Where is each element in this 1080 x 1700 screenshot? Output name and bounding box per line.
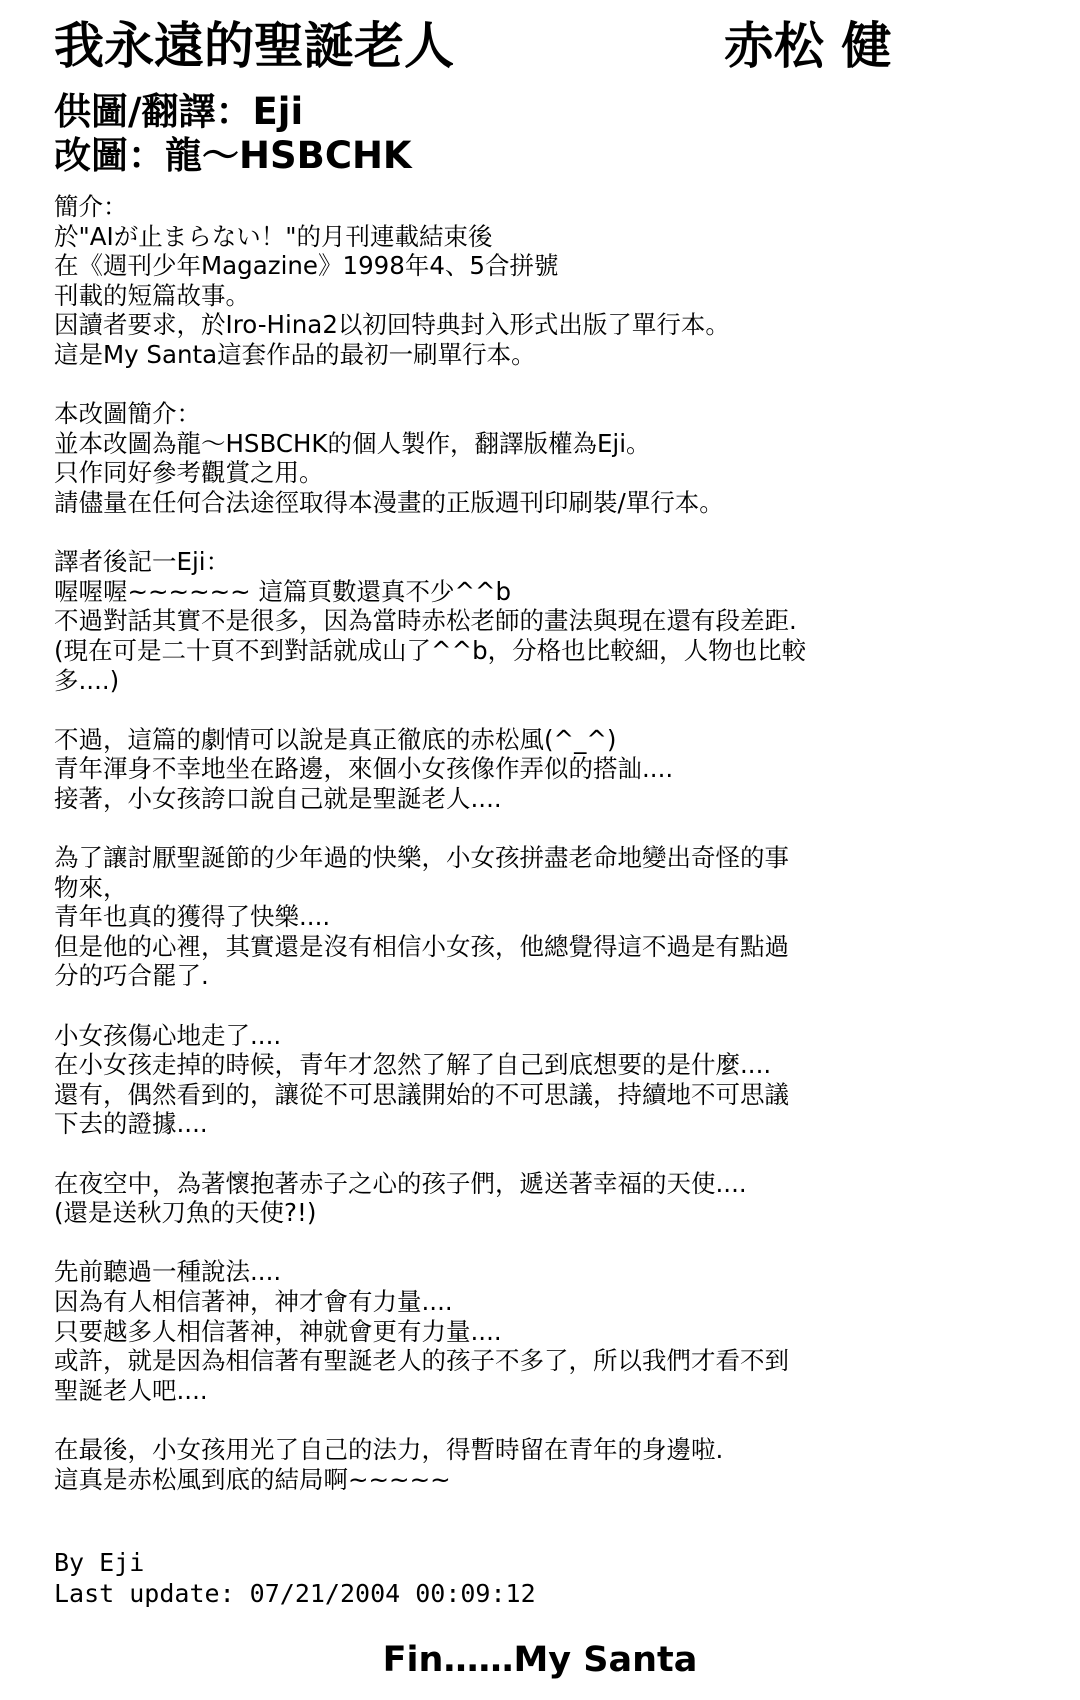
page-title: 我永遠的聖誕老人 bbox=[54, 17, 454, 75]
paragraph bbox=[54, 1021, 1014, 1139]
paragraph bbox=[54, 192, 1014, 370]
paragraph bbox=[54, 399, 1014, 517]
text-line: 於"AIが止まらない！"的月刊連載結束後 bbox=[54, 221, 493, 251]
text-line: 因為有人相信著神，神才會有力量.... bbox=[54, 1286, 453, 1316]
text-line: 本改圖簡介： bbox=[54, 399, 201, 429]
text-line: 這真是赤松風到底的結局啊~~~~~ bbox=[54, 1464, 451, 1494]
text-line: 只作同好參考觀賞之用。 bbox=[54, 458, 324, 488]
last-update: Last update: 07/21/2004 00:09:12 bbox=[54, 1579, 536, 1608]
text-line: 接著，小女孩誇口說自己就是聖誕老人.... bbox=[54, 783, 502, 813]
text-line: 在《週刊少年Magazine》1998年4、5合拼號 bbox=[54, 251, 559, 281]
paragraph bbox=[54, 547, 1014, 695]
text-line: 簡介： bbox=[54, 192, 128, 221]
text-line: 青年也真的獲得了快樂.... bbox=[54, 902, 331, 932]
footer bbox=[54, 1547, 536, 1609]
text-line: 不過，這篇的劇情可以說是真正徹底的赤松風(^_^) bbox=[54, 724, 617, 754]
paragraph bbox=[54, 1257, 1014, 1405]
paragraph bbox=[54, 1169, 1014, 1228]
credit-edit: 改圖：龍～HSBCHK bbox=[54, 134, 412, 177]
text-line: 不過對話其實不是很多，因為當時赤松老師的畫法與現在還有段差距. bbox=[54, 606, 797, 636]
credit-translation: 供圖/翻譯：Eji bbox=[54, 90, 304, 133]
text-line: 分的巧合罷了. bbox=[54, 961, 209, 991]
body-text bbox=[54, 192, 1014, 1524]
text-line: 在最後，小女孩用光了自己的法力，得暫時留在青年的身邊啦. bbox=[54, 1434, 724, 1464]
text-line: 這是My Santa這套作品的最初一刷單行本。 bbox=[54, 339, 536, 369]
text-line: 先前聽過一種說法.... bbox=[54, 1257, 282, 1287]
text-line: 請儘量在任何合法途徑取得本漫畫的正版週刊印刷裝/單行本。 bbox=[54, 487, 724, 517]
text-line: 在小女孩走掉的時候，青年才忽然了解了自己到底想要的是什麼.... bbox=[54, 1050, 772, 1080]
text-line: 還有，偶然看到的，讓從不可思議開始的不可思議，持續地不可思議 bbox=[54, 1079, 789, 1109]
text-line: 譯者後記一Eji： bbox=[54, 547, 231, 577]
text-line: 因讀者要求，於Iro-Hina2以初回特典封入形式出版了單行本。 bbox=[54, 310, 730, 340]
title-row bbox=[54, 14, 1054, 84]
paragraph bbox=[54, 843, 1014, 991]
text-line: (還是送秋刀魚的天使?!) bbox=[54, 1198, 317, 1228]
text-line: 下去的證據.... bbox=[54, 1109, 208, 1139]
text-line: 聖誕老人吧.... bbox=[54, 1375, 208, 1405]
byline: By Eji bbox=[54, 1548, 145, 1577]
text-line: 在夜空中，為著懷抱著赤子之心的孩子們，遞送著幸福的天使.... bbox=[54, 1168, 747, 1198]
text-line: 物來， bbox=[54, 872, 128, 902]
paragraph bbox=[54, 1435, 1014, 1494]
paragraph bbox=[54, 725, 1014, 814]
text-line: 為了讓討厭聖誕節的少年過的快樂，小女孩拼盡老命地變出奇怪的事 bbox=[54, 843, 789, 873]
text-line: 小女孩傷心地走了.... bbox=[54, 1020, 282, 1050]
text-line: 刊載的短篇故事。 bbox=[54, 280, 250, 310]
text-line: 只要越多人相信著神，神就會更有力量.... bbox=[54, 1316, 502, 1346]
text-line: (現在可是二十頁不到對話就成山了^^b，分格也比較細，人物也比較 bbox=[54, 635, 807, 665]
text-line: 喔喔喔~~~~~~ 這篇頁數還真不少^^b bbox=[54, 576, 512, 606]
text-line: 或許，就是因為相信著有聖誕老人的孩子不多了，所以我們才看不到 bbox=[54, 1346, 789, 1376]
text-line: 並本改圖為龍～HSBCHK的個人製作，翻譯版權為Eji。 bbox=[54, 428, 651, 458]
fin-caption: Fin……My Santa bbox=[382, 1640, 698, 1680]
author-name: 赤松 健 bbox=[724, 17, 892, 75]
text-line: 青年渾身不幸地坐在路邊，來個小女孩像作弄似的搭訕.... bbox=[54, 754, 674, 784]
text-line: 但是他的心裡，其實還是沒有相信小女孩，他總覺得這不過是有點過 bbox=[54, 931, 789, 961]
text-line: 多....) bbox=[54, 665, 120, 695]
